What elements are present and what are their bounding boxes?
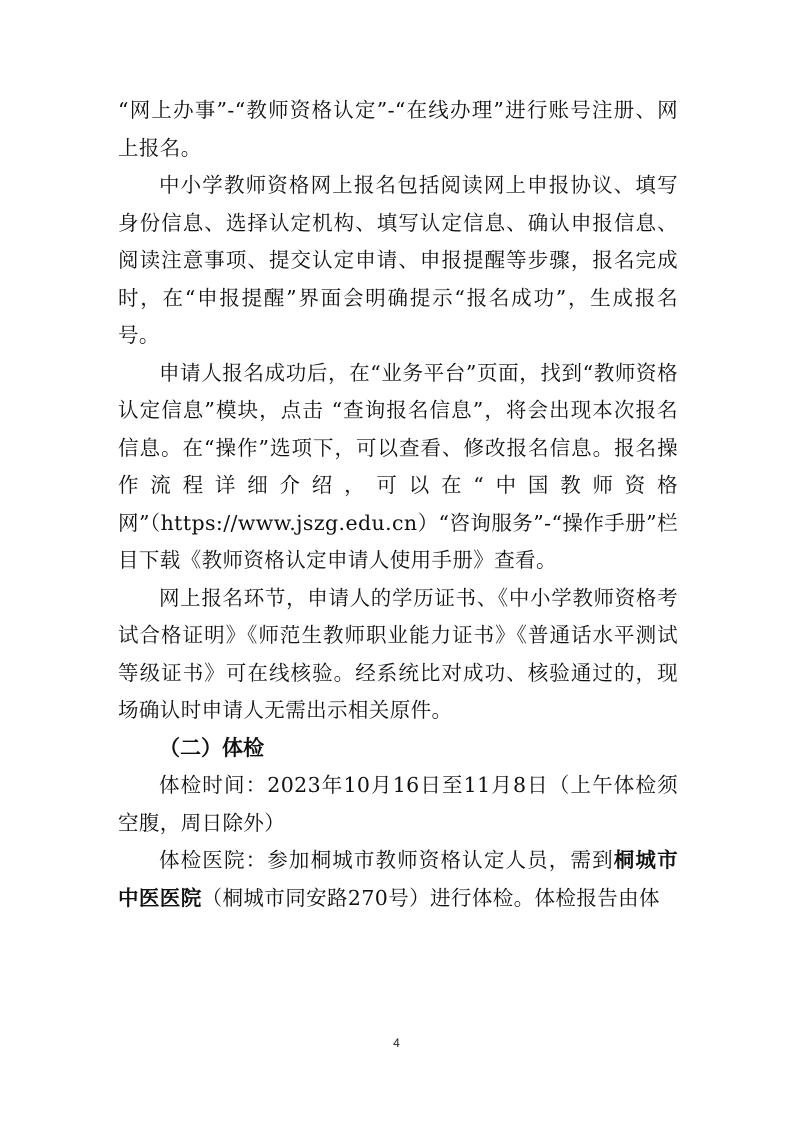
paragraph-registration-steps: 中小学教师资格网上报名包括阅读网上申报协议、填写身份信息、选择认定机构、填写认定信息、确认申报信息、阅读注意事项、提交认定申请、申报提醒等步骤，报名完成时，在“申报提醒”界面会明确提示“报名成功”，生成报名号。 [118,173,678,347]
hospital-text-before: 体检医院：参加桐城市教师资格认定人员，需到 [159,848,614,872]
paragraph-query-info: 申请人报名成功后，在“业务平台”页面，找到“教师资格认定信息”模块，点击 “查询报名信息”，将会出现本次报名信息。在“操作”选项下，可以查看、修改报名信息。报名操作流程详细介绍，可以在“中国教师资格网”（https://www.jszg.edu.cn）“咨询服务”-“操作手册”栏目下载《教师资格认定申请人使用手册》查看。 [118,360,678,572]
hospital-text-after: （桐城市同安路270号）进行体检。体检报告由体 [201,885,660,910]
hospital-name: 桐城市中医医院 [118,848,678,910]
paragraph-online-verification: 网上报名环节，申请人的学历证书、《中小学教师资格考试合格证明》《师范生教师职业能力证书》《普通话水平测试等级证书》可在线核验。经系统比对成功、核验通过的，现场确认时申请人无需出示相关原件。 [118,585,678,722]
section-heading-physical-exam: （二）体检 [159,735,264,760]
document-body [118,92,678,917]
paragraph-registration-path: “网上办事”-“教师资格认定”-“在线办理”进行账号注册、网上报名。 [118,98,678,160]
page-number: 4 [393,1036,400,1050]
paragraph-exam-time: 体检时间：2023年10月16日至11月8日（上午体检须空腹，周日除外） [118,773,678,835]
paragraph-exam-hospital [118,842,678,917]
